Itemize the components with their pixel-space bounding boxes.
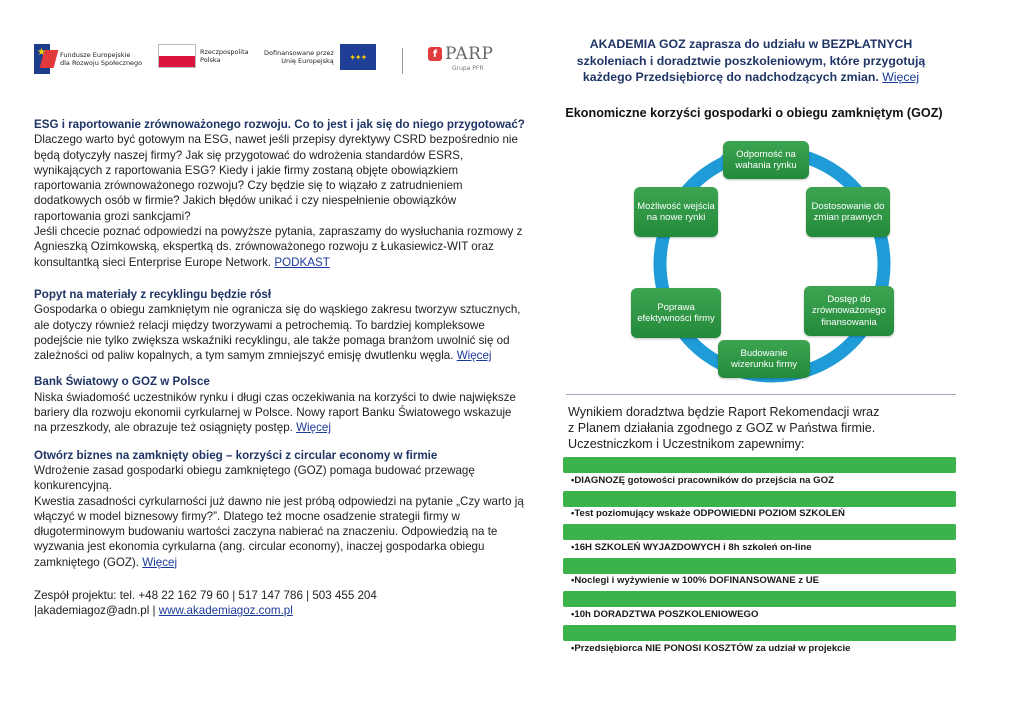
cycle-node-odpornosc: Odporność na wahania rynku [723,141,809,179]
fe-logo [34,44,142,74]
benefit-item-3 [571,542,812,553]
bullet-icon: • [571,475,575,486]
bullet-icon: • [571,542,575,553]
rp-logo-line1: Rzeczpospolita [200,48,249,56]
eu-logo-line2: Unię Europejską [281,57,334,65]
benefit-bar [563,491,956,507]
bullet-icon: • [571,508,575,519]
header-line3: każdego Przedsiębiorcę do nadchodzących zmian. [582,70,879,84]
bullet-icon: • [571,609,575,620]
benefit-bar [563,625,956,641]
logo-separator [402,48,403,74]
eu-logo-line1: Dofinansowane przez [264,49,334,57]
benefit-text-4: Noclegi i wyżywienie w 100% DOFINANSOWANE z UE [574,575,820,586]
cycle-node-efektywnosc: Poprawa efektywności firmy [631,288,721,338]
benefit-item-2 [571,508,845,519]
benefit-bar [563,591,956,607]
benefit-item-4 [571,575,819,586]
eu-logo [264,44,376,70]
report-line3: Uczestniczkom i Uczestnikom zapewnimy: [568,437,805,451]
biznes-more-link[interactable]: Więcej [142,555,178,569]
section-biznes-body2: Kwestia zasadności cyrkularności już dawno nie jest próbą odpowiedzi na pytanie „Czy warto ją włączyć w model biznesowy firmy?”. Dlatego też mocne osadzenie strategii firmy w długoterminowym budowaniu wartości zaczyna nabierać na znaczeniu. Odpowiedzią na te wyzwania jest ekonomia cyrkularna (ang. circular economy), inaczej gospodarka obiegu zamkniętego (GOZ). [34,494,524,569]
section-esg [34,117,526,270]
benefit-text-1: DIAGNOZĘ gotowości pracowników do przejścia na GOZ [574,475,834,486]
section-recykling-title: Popyt na materiały z recyklingu będzie rósł [34,287,272,301]
podcast-link[interactable]: PODKAST [274,255,330,269]
header-more-link[interactable]: Więcej [882,70,920,84]
contact-phone: Zespół projektu: tel. +48 22 162 79 60 | 517 147 786 | 503 455 204 [34,589,377,603]
section-biznes-body1: Wdrożenie zasad gospodarki obiegu zamkniętego (GOZ) pomaga budować przewagę konkurencyjną. [34,463,475,493]
eu-flag-icon: ✦✦✦ [340,44,376,70]
benefit-text-5: 10h DORADZTWA POSZKOLENIOWEGO [574,609,759,620]
parp-logo [428,44,494,72]
cycle-node-nowe-rynki: Możliwość wejścia na nowe rynki [634,187,718,237]
parp-icon: f [428,47,442,61]
section-bank-title: Bank Światowy o GOZ w Polsce [34,375,210,389]
benefit-bar [563,457,956,473]
report-intro [568,404,958,452]
report-line2: z Planem działania zgodnego z GOZ w Państwa firmie. [568,421,876,435]
benefit-text-6: Przedsiębiorca NIE PONOSI KOSZTÓW za udział w projekcie [574,643,851,654]
cycle-title: Ekonomiczne korzyści gospodarki o obiegu zamkniętym (GOZ) [565,106,943,120]
header-line2: szkoleniach i doradztwie poszkoleniowym, które przygotują [576,53,926,68]
polish-flag-icon [158,44,196,68]
fe-logo-icon: ★ [34,44,56,74]
report-line1: Wynikiem doradztwa będzie Raport Rekomendacji wraz [568,405,880,419]
bullet-icon: • [571,643,575,654]
section-esg-body2: Jeśli chcecie poznać odpowiedzi na powyższe pytania, zapraszamy do wysłuchania rozmowy z Agnieszką Ozimkowską, ekspertką ds. zrównoważonego rozwoju z Łukasiewicz-WIT oraz konsultantką sieci Enterprise Europe Network. [34,225,523,269]
contact-info [34,588,526,619]
section-biznes-title: Otwórz biznes na zamknięty obieg – korzyści z circular economy w firmie [34,448,438,462]
header-line1: AKADEMIA GOZ zaprasza do udziału w BEZPŁATNYCH [589,37,913,51]
contact-email: |akademiagoz@adn.pl | [34,604,159,618]
bank-more-link[interactable]: Więcej [296,421,331,435]
right-divider [566,394,956,395]
parp-logo-text: PARP [445,44,494,64]
benefit-text-2: Test poziomujący wskaże ODPOWIEDNI POZIOM SZKOLEŃ [574,508,845,519]
rp-logo [158,44,249,68]
recykling-more-link[interactable]: Więcej [456,349,492,363]
fe-logo-line2: dla Rozwoju Społecznego [60,59,143,67]
section-biznes [34,448,526,570]
section-esg-body1: Dlaczego warto być gotowym na ESG, nawet jeśli przepisy dyrektywy CSRD bezpośrednio nie będą dotyczyły naszej firmy? Jak się przygotować do wdrożenia standardów ESRS, wynikających z raportowania ESG? Kiedy i jakie firmy zostaną objęte obowiązkiem raportowania zrównoważonego rozwoju? Czy będzie się to wiązało z zatrudnieniem dodatkowych osób w firmie? Jakich błędów unikać i czy niespełnienie obowiązków raportowania grozi sankcjami? [34,133,518,223]
section-recykling-body: Gospodarka o obiegu zamkniętym nie ogranicza się do wąskiego zakresu tworzyw sztucznych, ale dotyczy również relacji między tworzywami a petrochemią. To bardziej kompleksowe podejście nie tylko zwiększa wskaźniki recyklingu, ale także pomaga branżom uwolnić się od zależności od paliw kopalnych, a tym samym zmniejszyć emisję dwutlenku węgla. [34,303,521,363]
parp-logo-sub: Grupa PFR [452,65,484,72]
section-esg-title: ESG i raportowanie zrównoważonego rozwoju. Co to jest i jak się do niego przygotować? [34,118,525,131]
benefit-item-6 [571,643,851,654]
benefit-bar [563,524,956,540]
fe-logo-line1: Fundusze Europejskie [60,51,131,59]
akademia-header [546,36,956,86]
bullet-icon: • [571,575,575,586]
benefit-text-3: 16H SZKOLEŃ WYJAZDOWYCH i 8h szkoleń on-line [574,542,812,553]
benefit-item-5 [571,609,758,620]
cycle-node-finansowanie: Dostęp do zrównoważonego finansowania [804,286,894,336]
logo-strip [34,44,534,80]
section-bank-body: Niska świadomość uczestników rynku i długi czas oczekiwania na korzyści to dwie największe bariery dla rozwoju ekonomii cyrkularnej w Polsce. Nowy raport Banku Światowego wskazuje na przeszkody, ale obrazuje też osiągnięty postęp. [34,390,516,435]
cycle-node-dostosowanie: Dostosowanie do zmian prawnych [806,187,890,237]
benefit-item-1 [571,475,834,486]
rp-logo-line2: Polska [200,56,221,64]
cycle-node-wizerunek: Budowanie wizerunku firmy [718,340,810,378]
section-bank [34,374,526,435]
section-recykling [34,287,526,363]
news-column [34,117,526,619]
benefit-bar [563,558,956,574]
website-link[interactable]: www.akademiagoz.com.pl [158,604,293,618]
